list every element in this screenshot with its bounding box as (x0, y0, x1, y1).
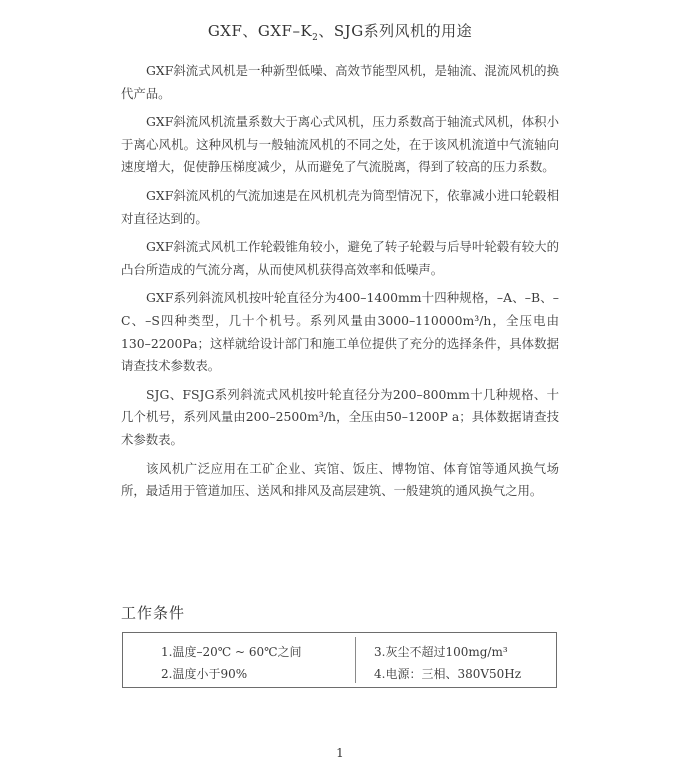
conditions-divider (355, 637, 356, 683)
document-body (121, 60, 559, 509)
condition-temperature: 1.温度–20℃ ~ 60℃之间 (161, 645, 302, 659)
title-suffix: 、SJG系列风机的用途 (318, 22, 473, 40)
paragraph-2: GXF斜流风机流量系数大于离心式风机，压力系数高于轴流式风机，体积小于离心风机。这种风机与一般轴流风机的不同之处，在于该风机流道中气流轴向速度增大，促使静压梯度减少，从而避免了气流脱离，得到了较高的压力系数。 (121, 114, 559, 175)
conditions-heading: 工作条件 (121, 604, 186, 622)
paragraph-7: 该风机广泛应用在工矿企业、宾馆、饭庄、博物馆、体育馆等通风换气场所，最适用于管道加压、送风和排风及高层建筑、一般建筑的通风换气之用。 (121, 460, 559, 499)
condition-dust: 3.灰尘不超过100mg/m³ (374, 645, 508, 659)
paragraph-5: GXF系列斜流风机按叶轮直径分为400–1400mm十四种规格，–A、–B、–C、–S四种类型，几十个机号。系列风量由3000–110000m³/h，全压电由130–2200Pa；这样就给设计部门和施工单位提供了充分的选择条件，具体数据请查技术参数表。 (121, 290, 559, 374)
condition-power: 4.电源：三相、380V50Hz (374, 667, 522, 681)
paragraph-3: GXF斜流风机的气流加速是在风机机壳为筒型情况下，依靠减小进口轮毂相对直径达到的。 (121, 187, 559, 226)
paragraph-6: SJG、FSJG系列斜流式风机按叶轮直径分为200–800mm十几种规格、十几个机号，系列风量由200–2500m³/h，全压由50–1200P a；具体数据请查技术参数表。 (121, 386, 559, 447)
page-number: 1 (336, 746, 344, 760)
condition-humidity: 2.温度小于90% (161, 667, 248, 681)
document-title (0, 20, 680, 43)
paragraph-4: GXF斜流式风机工作轮毂锥角较小，避免了转子轮毂与后导叶轮毂有较大的凸台所造成的气流分离，从而使风机获得高效率和低噪声。 (121, 239, 559, 277)
conditions-box (122, 632, 557, 688)
paragraph-1: GXF斜流式风机是一种新型低噪、高效节能型风机，是轴流、混流风机的换代产品。 (121, 63, 559, 101)
title-subscript: 2 (312, 33, 319, 43)
title-prefix: GXF、GXF–K (207, 22, 313, 40)
